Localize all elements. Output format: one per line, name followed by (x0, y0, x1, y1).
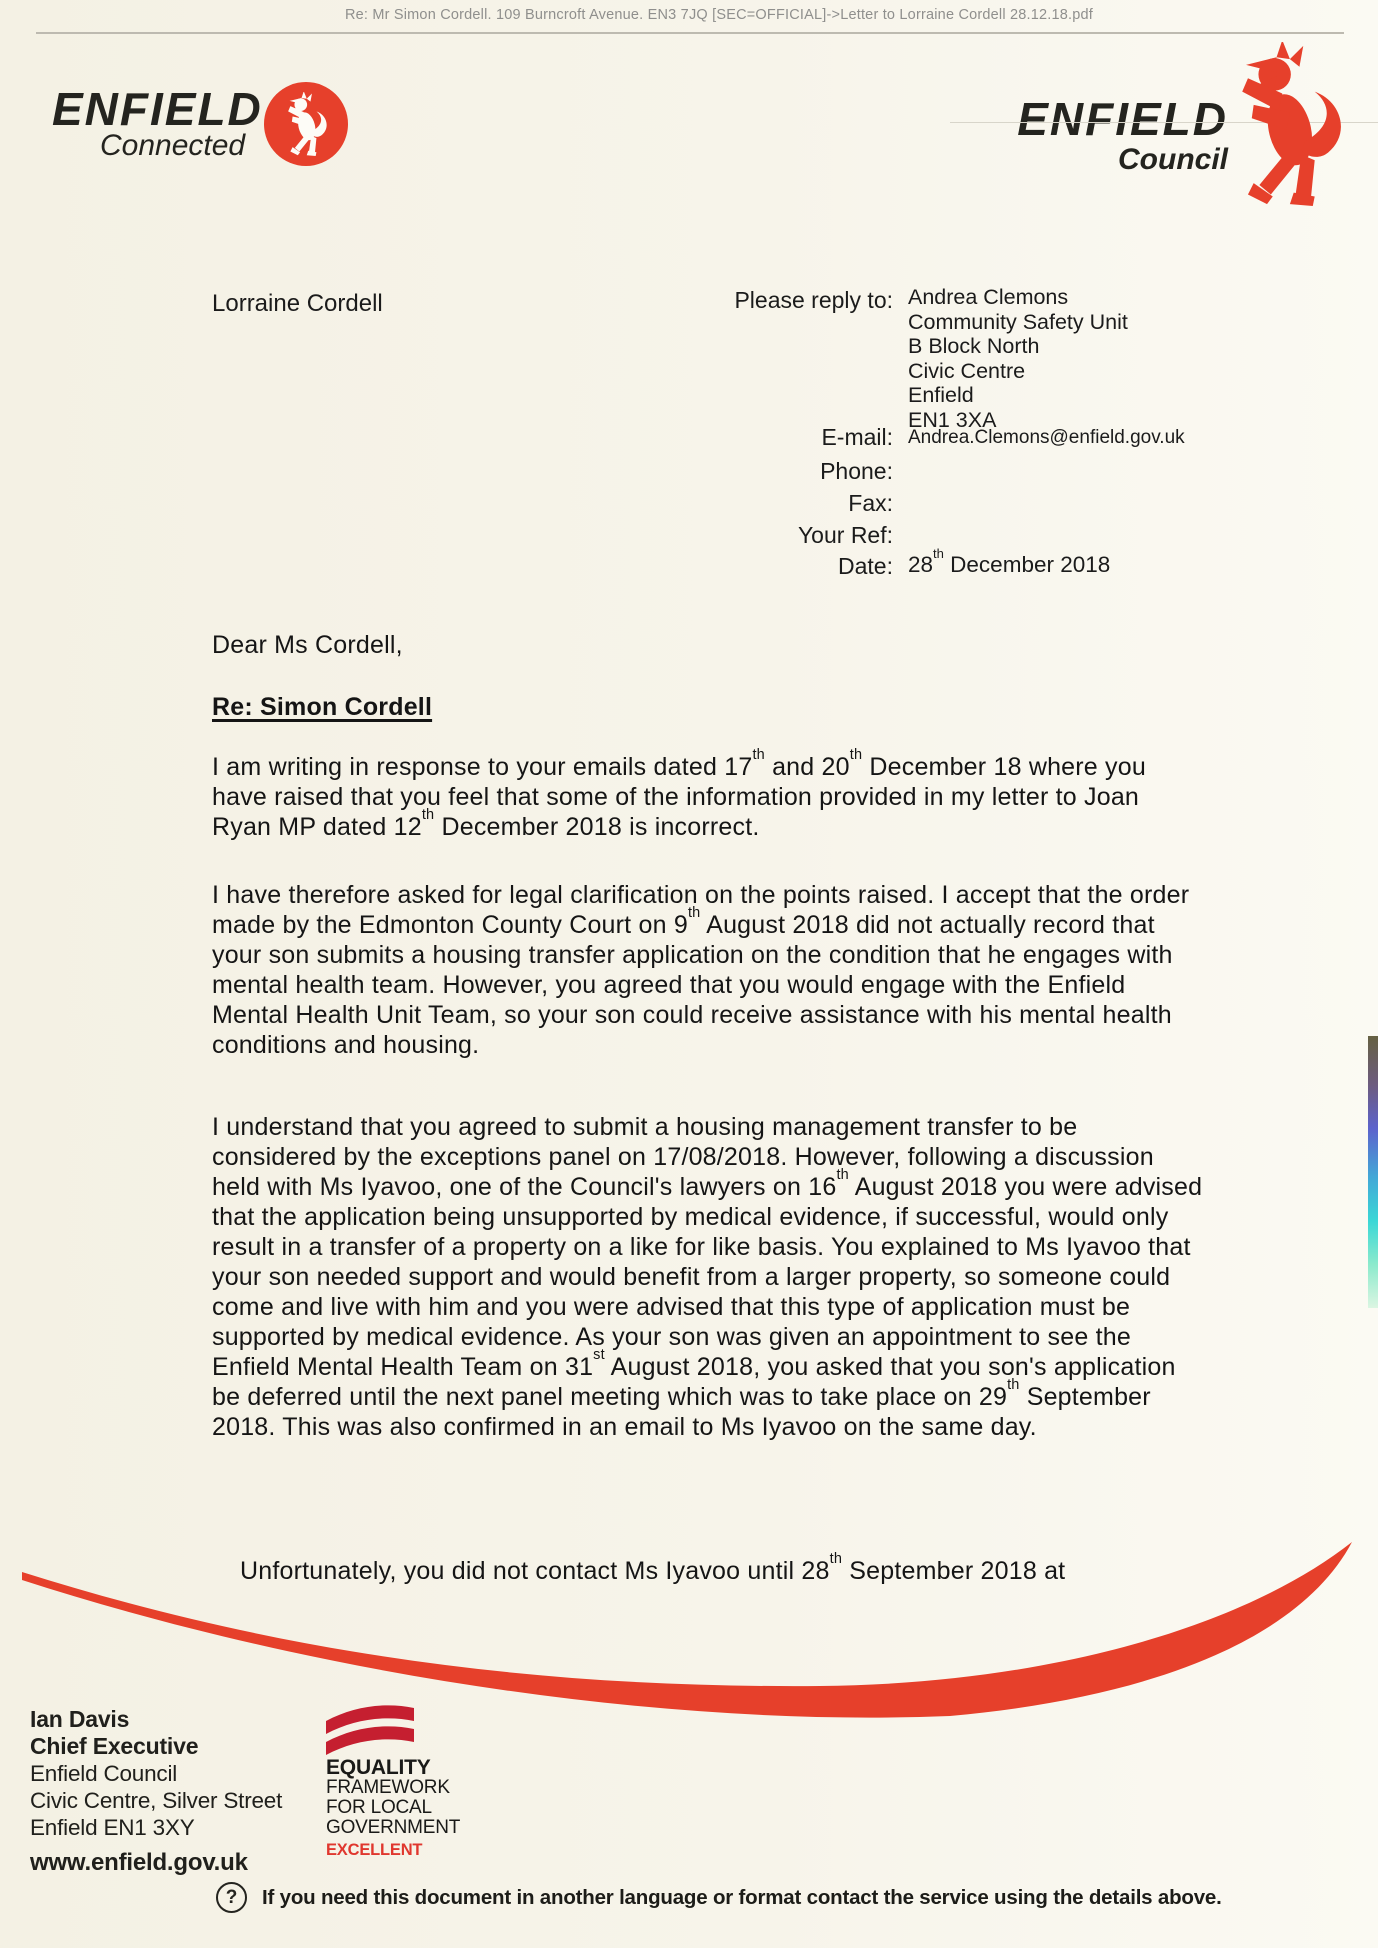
paragraph-3: I understand that you agreed to submit a housing management transfer to be considered by the exceptions panel on 17/08/2018. However, following a discussion held with Ms Iyavoo, one of the Council's lawyers on 16th August 2018 you were advised that the application being unsupported by medical evidence, if successful, would only result in a transfer of a property on a like for like basis. You explained to Ms Iyavoo that your son needed support and would benefit from a larger property, so someone could come and live with him and you were advised that this type of application must be supported by medical evidence. As your son was given an appointment to see the Enfield Mental Health Team on 31st August 2018, you asked that you son's application be deferred until the next panel meeting which was to take place on 29th September 2018. This was also confirmed in an email to Ms Iyavoo on the same day. (212, 1113, 1203, 1441)
signatory-org: Enfield Council (30, 1761, 178, 1786)
signatory-block (30, 1706, 282, 1841)
council-website: www.enfield.gov.uk (30, 1849, 248, 1876)
scan-artifact-rainbow-strip (1368, 1036, 1378, 1308)
paragraph-2: I have therefore asked for legal clarification on the points raised. I accept that the order made by the Edmonton County Court on 9th August 2018 did not actually record that your son submits a housing transfer application on the condition that he engages with mental health team. However, you agreed that you would engage with the Enfield Mental Health Unit Team, so your son could receive assistance with his mental health conditions and housing. (212, 881, 1190, 1059)
address-line: Community Safety Unit (908, 309, 1128, 334)
equality-excellent-label: EXCELLENT (326, 1841, 423, 1859)
your-ref-label: Your Ref: (797, 522, 893, 548)
equality-line: FOR LOCAL (326, 1797, 432, 1818)
equality-framework-logo-text (326, 1758, 460, 1860)
email-label: E-mail: (821, 424, 893, 450)
equality-line: FRAMEWORK (326, 1777, 450, 1798)
red-swoosh-graphic (0, 1520, 1378, 1730)
question-mark-icon: ? (216, 1882, 247, 1913)
address-line: Enfield (908, 383, 974, 407)
recipient-name: Lorraine Cordell (212, 290, 383, 317)
header-divider (36, 32, 1344, 34)
paragraph-4: Unfortunately, you did not contact Ms Iyavoo until 28th September 2018 at (240, 1551, 1066, 1585)
paragraph-1: I am writing in response to your emails dated 17th and 20th December 18 where you have raised that you feel that some of the information provided in my letter to Joan Ryan MP dated 12th December 2018 is incorrect. (212, 747, 1146, 841)
language-help-text: If you need this document in another language or format contact the service using the details above. (262, 1886, 1222, 1909)
address-line: Civic Centre (908, 358, 1026, 383)
enfield-council-logo (1017, 92, 1228, 177)
salutation: Dear Ms Cordell, (212, 631, 403, 659)
phone-label: Phone: (820, 458, 893, 484)
lion-rampant-icon (1228, 42, 1348, 206)
enfield-connected-logo-subtitle: Connected (100, 129, 246, 162)
signatory-postcode: Enfield EN1 3XY (30, 1815, 195, 1840)
enfield-council-logo-subtitle: Council (1118, 143, 1228, 176)
document-filename: Re: Mr Simon Cordell. 109 Burncroft Avenue. EN3 7JQ [SEC=OFFICIAL]->Letter to Lorraine Cordell 28.12.18.pdf (344, 7, 1094, 23)
equality-framework-bars-icon (326, 1700, 416, 1756)
address-line: EN1 3XA (908, 407, 997, 432)
subject-line: Re: Simon Cordell (212, 693, 433, 721)
date-value: 28th December 2018 (908, 545, 1111, 577)
reply-to-address (908, 285, 1128, 432)
reply-to-label: Please reply to: (734, 287, 893, 313)
signatory-title: Chief Executive (30, 1733, 199, 1759)
address-line: Andrea Clemons (908, 285, 1069, 309)
equality-line: GOVERNMENT (326, 1817, 461, 1838)
email-value: Andrea.Clemons@enfield.gov.uk (908, 427, 1185, 448)
date-label: Date: (838, 553, 893, 579)
enfield-connected-logo-title: ENFIELD (52, 83, 263, 135)
equality-line: EQUALITY (326, 1756, 431, 1779)
enfield-crest-circle (264, 82, 348, 166)
address-line: B Block North (908, 334, 1040, 358)
enfield-council-logo-title: ENFIELD (1017, 93, 1228, 145)
signatory-name: Ian Davis (30, 1706, 130, 1732)
lion-crest-icon (283, 92, 329, 156)
fax-label: Fax: (848, 490, 893, 516)
signatory-address: Civic Centre, Silver Street (30, 1788, 283, 1813)
